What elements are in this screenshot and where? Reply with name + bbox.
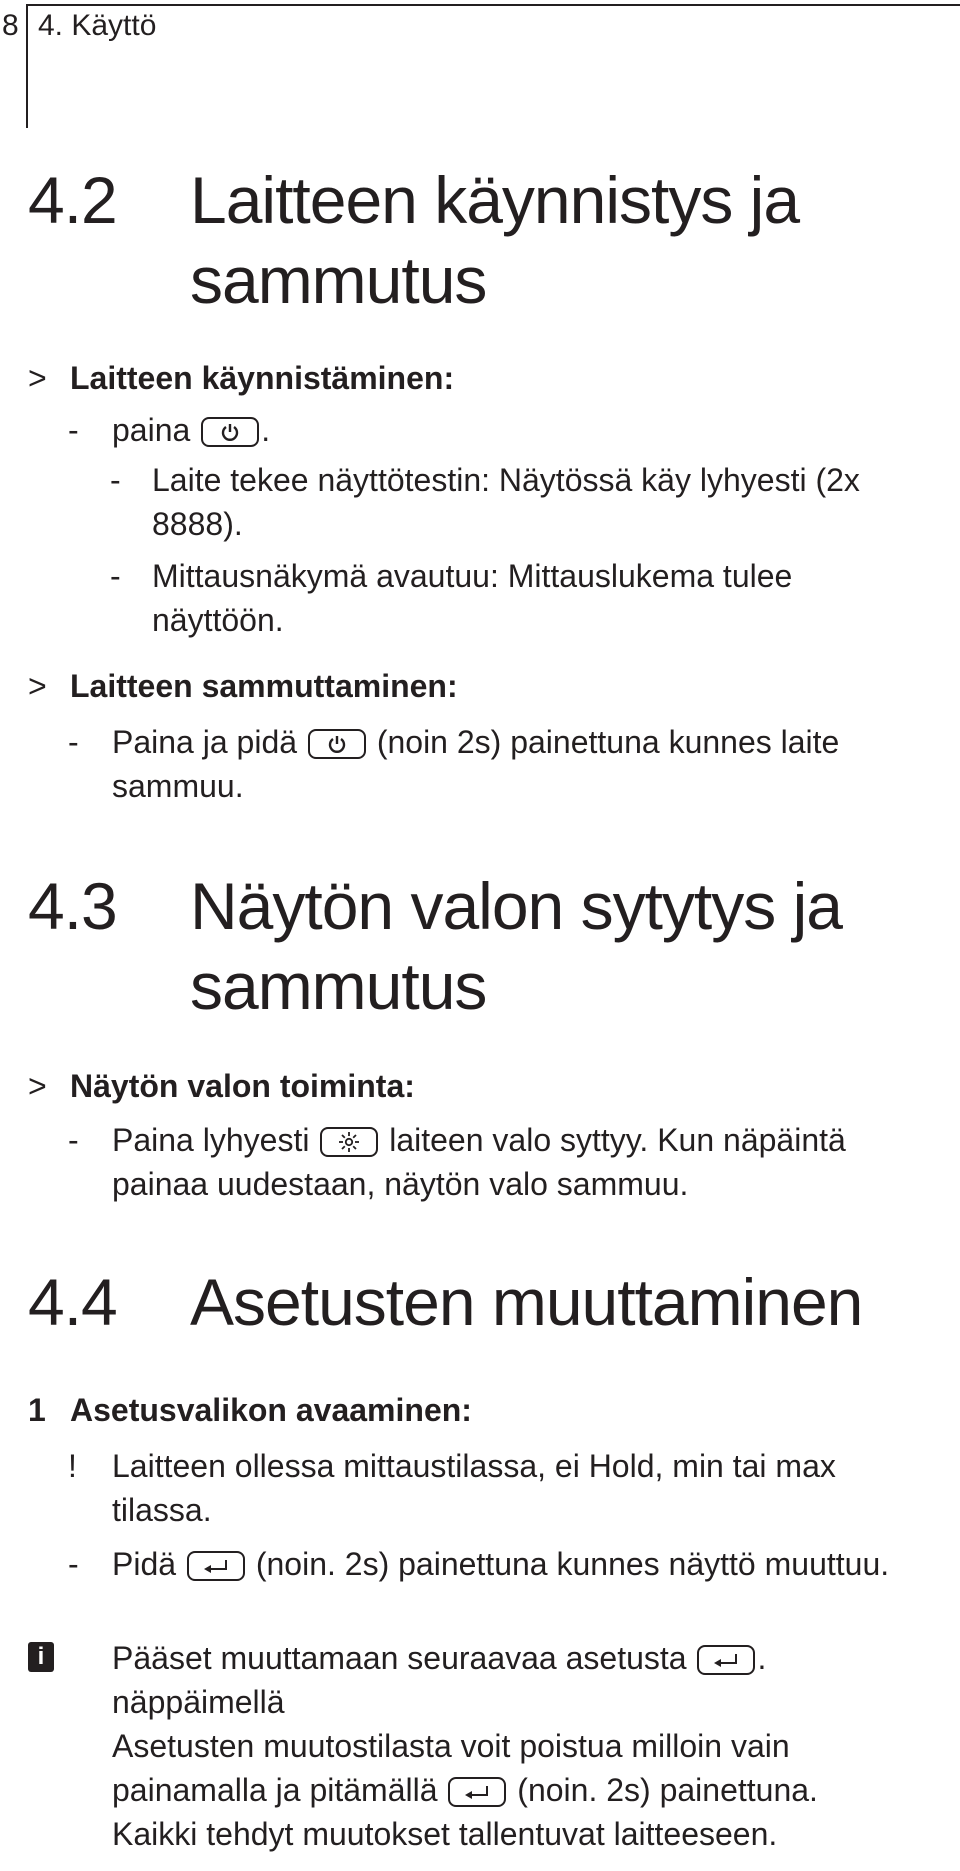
power-icon bbox=[220, 422, 240, 442]
arrow-marker: > bbox=[28, 360, 47, 396]
info-line-3: Asetusten muutostilasta voit poistua milloin vain bbox=[112, 1728, 790, 1764]
power-key bbox=[201, 417, 259, 447]
dash-marker: - bbox=[68, 1546, 79, 1582]
hold-text: Paina ja pidä bbox=[112, 724, 298, 760]
hold-duration-text: (noin. 2s) painettuna kunnes näyttö muuttuu. bbox=[255, 1546, 890, 1582]
info-duration-text: (noin. 2s) painettuna. bbox=[517, 1772, 818, 1808]
info-line-2: näppäimellä bbox=[112, 1684, 285, 1720]
section-number: 4.3 bbox=[28, 869, 117, 943]
exclamation-marker: ! bbox=[68, 1448, 77, 1484]
info-line-4 bbox=[112, 1768, 818, 1812]
info-text: Pääset muuttamaan seuraavaa asetusta bbox=[112, 1640, 687, 1676]
info-icon: i bbox=[28, 1642, 54, 1672]
dash-marker: - bbox=[68, 1122, 79, 1158]
display-test-text: Laite tekee näyttötestin: Näytössä käy lyhyesti (2x 8888). bbox=[152, 462, 860, 542]
enter-key bbox=[697, 1645, 755, 1675]
stop-heading-text: Laitteen sammuttaminen: bbox=[70, 668, 458, 704]
press-briefly-text: Paina lyhyesti bbox=[112, 1122, 310, 1158]
info-text: painamalla ja pitämällä bbox=[112, 1772, 438, 1808]
hold-text: Pidä bbox=[112, 1546, 177, 1582]
warning-text: Laitteen ollessa mittaustilassa, ei Hold, min tai max tilassa. bbox=[112, 1448, 836, 1528]
page-header bbox=[0, 0, 960, 130]
info-period: . bbox=[757, 1640, 767, 1676]
light-icon bbox=[338, 1131, 360, 1153]
dash-marker: - bbox=[68, 412, 79, 448]
stop-duration-text: (noin 2s) painettuna kunnes laite sammuu. bbox=[112, 724, 840, 804]
dash-marker: - bbox=[68, 724, 79, 760]
section-number: 4.2 bbox=[28, 163, 117, 237]
measurement-view-text: Mittausnäkymä avautuu: Mittauslukema tulee näyttöön. bbox=[152, 558, 793, 638]
light-heading-text: Näytön valon toiminta: bbox=[70, 1068, 415, 1104]
enter-icon bbox=[462, 1784, 492, 1800]
info-line-5: Kaikki tehdyt muutokset tallentuvat laitteeseen. bbox=[112, 1816, 778, 1852]
step-number: 1 bbox=[28, 1392, 46, 1428]
info-line-1 bbox=[112, 1636, 952, 1680]
step-heading-text: Asetusvalikon avaaminen: bbox=[70, 1392, 472, 1428]
section-title: Laitteen käynnistys ja sammutus bbox=[190, 163, 800, 317]
dash-marker: - bbox=[110, 462, 121, 498]
press-period: . bbox=[261, 412, 271, 448]
enter-icon bbox=[711, 1652, 741, 1668]
dash-marker: - bbox=[110, 558, 121, 594]
press-text: paina bbox=[112, 412, 191, 448]
chapter-title: 4. Käyttö bbox=[38, 9, 157, 42]
section-title: Asetusten muuttaminen bbox=[190, 1265, 863, 1339]
power-key bbox=[308, 729, 366, 759]
arrow-marker: > bbox=[28, 1068, 47, 1104]
enter-key bbox=[187, 1551, 245, 1581]
header-vertical-rule bbox=[26, 4, 28, 128]
light-behavior-text: laiteen valo syttyy. Kun näpäintä painaa uudestaan, näytön valo sammuu. bbox=[112, 1122, 846, 1202]
section-number: 4.4 bbox=[28, 1265, 117, 1339]
light-key bbox=[320, 1127, 378, 1157]
arrow-marker: > bbox=[28, 668, 47, 704]
power-icon bbox=[327, 734, 347, 754]
start-heading-text: Laitteen käynnistäminen: bbox=[70, 360, 455, 396]
section-title: Näytön valon sytytys ja sammutus bbox=[190, 869, 842, 1023]
page-number: 8 bbox=[2, 9, 19, 42]
enter-icon bbox=[201, 1558, 231, 1574]
header-horizontal-rule bbox=[26, 4, 960, 6]
enter-key bbox=[448, 1777, 506, 1807]
